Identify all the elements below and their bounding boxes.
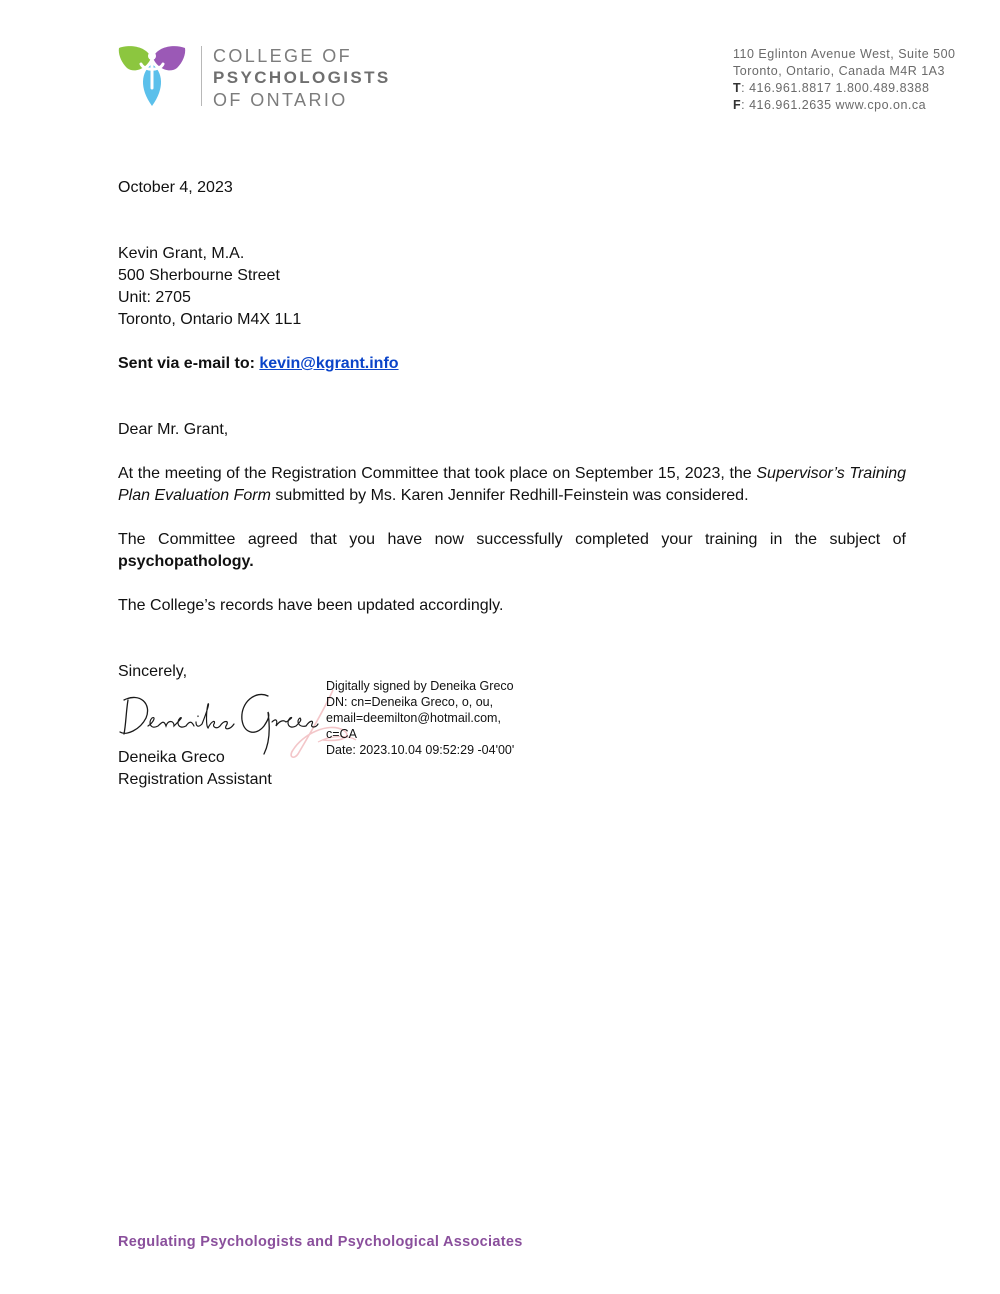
recipient-street: 500 Sherbourne Street (118, 267, 280, 284)
org-line-1: COLLEGE OF (213, 46, 353, 66)
org-line-3: OF ONTARIO (213, 90, 348, 110)
paragraph-1-end: submitted by Ms. Karen Jennifer Redhill-Feinstein was considered. (270, 487, 749, 504)
digital-sig-line-5: Date: 2023.10.04 09:52:29 -04'00' (326, 743, 515, 757)
organization-wordmark (213, 45, 391, 111)
college-logo-icon (117, 44, 187, 108)
digital-sig-line-4: c=CA (326, 727, 357, 741)
recipient-email-link[interactable]: kevin@kgrant.info (259, 355, 399, 372)
address-line-2: Toronto, Ontario, Canada M4R 1A3 (733, 64, 945, 78)
form-title: Supervisor’s Training Plan Evaluation Form (118, 465, 906, 504)
salutation: Dear Mr. Grant, (118, 421, 229, 438)
org-line-2: PSYCHOLOGISTS (213, 68, 391, 87)
closing: Sincerely, (118, 663, 188, 680)
recipient-unit: Unit: 2705 (118, 289, 191, 306)
phone-label: T (733, 81, 742, 95)
sent-via-label: Sent via e-mail to: (118, 355, 255, 372)
paragraph-1 (118, 463, 906, 507)
fax-label: F (733, 98, 742, 112)
phone-value: : 416.961.8817 1.800.489.8388 (741, 81, 930, 95)
logo-divider (201, 46, 202, 106)
org-address-block (733, 46, 956, 114)
digital-signature-block (326, 678, 514, 758)
signer-block (118, 747, 272, 791)
training-subject: psychopathology. (118, 553, 254, 570)
paragraph-1-start: At the meeting of the Registration Committee that took place on September 15, 2023, the (118, 465, 757, 482)
paragraph-3: The College’s records have been updated accordingly. (118, 597, 504, 614)
digital-sig-line-2: DN: cn=Deneika Greco, o, ou, (326, 695, 494, 709)
paragraph-2-start: The Committee agreed that you have now successfully completed your training in the subject of (118, 531, 906, 548)
signer-title: Registration Assistant (118, 771, 272, 788)
fax-value: : 416.961.2635 www.cpo.on.ca (741, 98, 927, 112)
digital-sig-line-3: email=deemilton@hotmail.com, (326, 711, 501, 725)
recipient-city: Toronto, Ontario M4X 1L1 (118, 311, 302, 328)
signer-name: Deneika Greco (118, 749, 225, 766)
footer-tagline: Regulating Psychologists and Psychological Associates (118, 1234, 523, 1250)
digital-sig-line-1: Digitally signed by Deneika Greco (326, 679, 514, 693)
phone-line (733, 80, 956, 97)
recipient-name: Kevin Grant, M.A. (118, 245, 245, 262)
fax-line (733, 97, 956, 114)
recipient-address (118, 243, 301, 331)
sent-via-line (118, 353, 399, 375)
letter-date: October 4, 2023 (118, 179, 233, 196)
paragraph-2 (118, 529, 906, 573)
address-line-1: 110 Eglinton Avenue West, Suite 500 (733, 47, 956, 61)
